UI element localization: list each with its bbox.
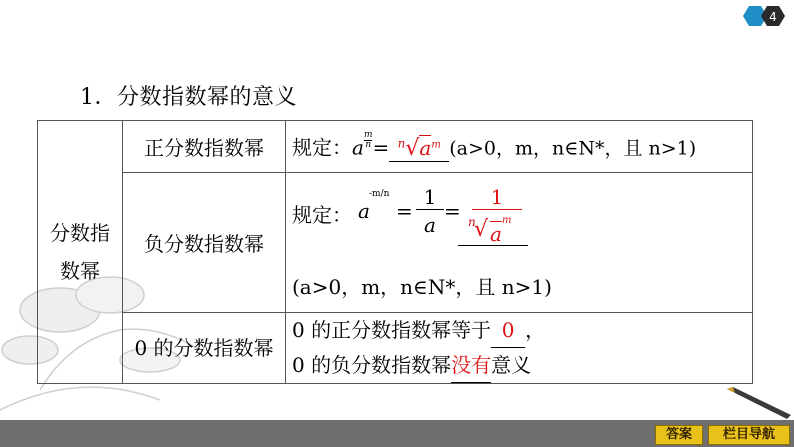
row-content-positive: 规定：a $\frac{m}{n}$ = $^n√a^m$ (a>0，m，n∈N*，且 n>1): [286, 121, 753, 173]
definition-table: [37, 120, 753, 384]
pen-icon: [725, 385, 794, 420]
section-heading: 1．分数指数幂的意义: [80, 85, 297, 110]
answer-button[interactable]: 答案: [655, 425, 703, 445]
row-label-positive: 正分数指数幂: [123, 121, 286, 173]
answer-blank-negative: n √ a m: [458, 215, 528, 246]
answer-blank-undefined: 没有: [451, 348, 491, 383]
row-label-zero: 0 的分数指数幂: [123, 313, 286, 384]
answer-blank-positive: $^n√a^m$: [389, 136, 449, 162]
group-label: 分数指数幂: [50, 221, 110, 283]
answer-blank-zero: 0: [491, 313, 525, 348]
group-label-cell: [38, 121, 123, 384]
answer-numerator: 1: [472, 185, 522, 210]
page-number-badge: [737, 2, 791, 30]
exponent-fraction: $\frac{m}{n}$: [363, 130, 373, 151]
row-content-negative: 规定： a -m/n = 1 a = 1 n √ a m (a>0，m，n∈N*，且 n>1): [286, 173, 753, 313]
nav-button[interactable]: 栏目导航: [708, 425, 790, 445]
row-content-zero: 0 的正分数指数幂等于 0 ， 0 的负分数指数幂没有意义: [286, 313, 753, 384]
row-label-negative: 负分数指数幂: [123, 173, 286, 313]
page-number: 4: [769, 10, 777, 24]
negative-exponent: -m/n: [369, 189, 390, 199]
